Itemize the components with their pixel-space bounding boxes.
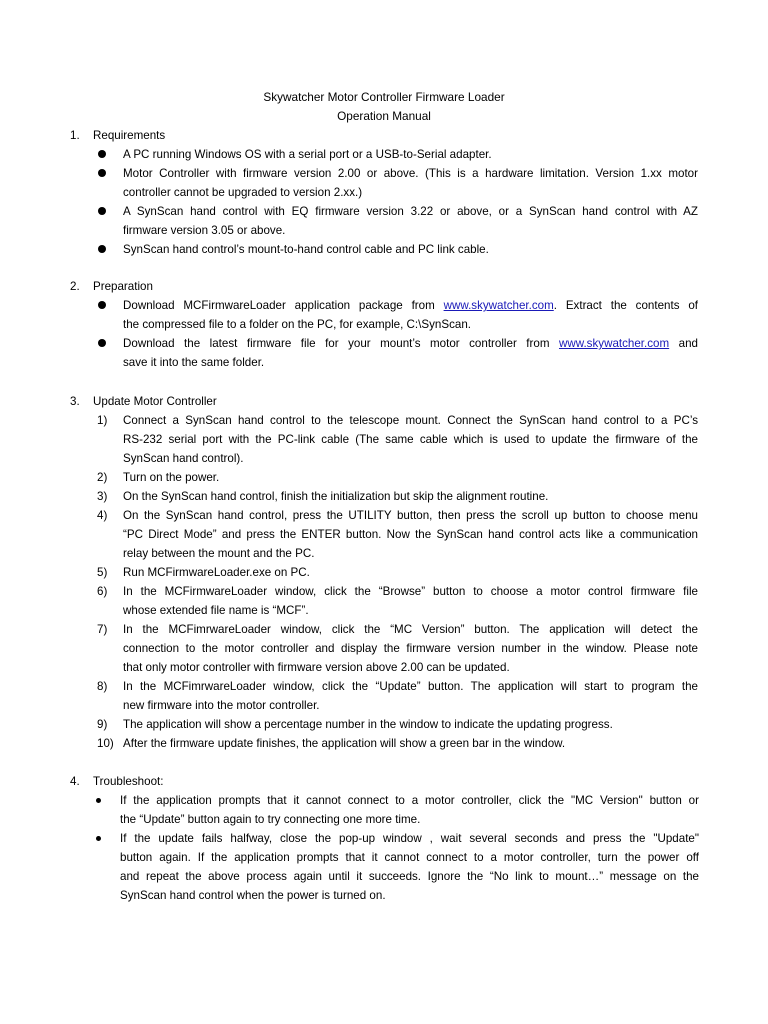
list-item: SynScan hand control’s mount-to-hand control cable and PC link cable. [123, 243, 489, 256]
section-number: 4. [70, 775, 80, 788]
section-heading: Requirements [93, 129, 166, 142]
step-number: 7) [97, 623, 108, 636]
bullet-icon [98, 301, 106, 309]
bullet-icon [96, 836, 101, 841]
list-item: A PC running Windows OS with a serial port or a USB-to-Serial adapter. [123, 148, 492, 161]
step-number: 6) [97, 585, 108, 598]
step-number: 2) [97, 471, 108, 484]
step-text: In the MCFirmwareLoader window, click the “Browse” button to choose a motor control firmware file whose extended file name is “MCF”. [123, 585, 698, 617]
list-item: Motor Controller with firmware version 2.00 or above. (This is a hardware limitation. Version 1.xx motor controller cannot be upgraded to version 2.xx.) [123, 167, 698, 199]
step-text: After the firmware update finishes, the application will show a green bar in the window. [123, 737, 566, 750]
step-number: 9) [97, 718, 108, 731]
section-heading: Preparation [93, 280, 153, 293]
bullet-icon [98, 339, 106, 347]
step-text: The application will show a percentage number in the window to indicate the updating progress. [123, 718, 613, 731]
section-number: 1. [70, 129, 80, 142]
list-item: A SynScan hand control with EQ firmware version 3.22 or above, or a SynScan hand control with AZ firmware version 3.05 or above. [123, 205, 698, 237]
section-heading: Update Motor Controller [93, 395, 217, 408]
document-subtitle: Operation Manual [337, 109, 431, 123]
step-text: On the SynScan hand control, finish the initialization but skip the alignment routine. [123, 490, 549, 503]
bullet-icon [98, 169, 106, 177]
step-text: Run MCFirmwareLoader.exe on PC. [123, 566, 310, 579]
section-number: 3. [70, 395, 80, 408]
step-number: 5) [97, 566, 108, 579]
step-text: In the MCFimrwareLoader window, click the “Update” button. The application will start to program the new firmware into the motor controller. [123, 680, 698, 712]
bullet-icon [98, 150, 106, 158]
skywatcher-link[interactable]: www.skywatcher.com [443, 299, 554, 312]
step-number: 4) [97, 509, 108, 522]
step-number: 3) [97, 490, 108, 503]
bullet-icon [98, 207, 106, 215]
list-item: If the application prompts that it cannot connect to a motor controller, click the "MC Version" button or the “Update” button again to try connecting one more time. [120, 794, 699, 826]
list-item: If the update fails halfway, close the pop-up window , wait several seconds and press the "Update" button again. If the application prompts that it cannot connect to a motor controller, turn the power off and repeat the above process again until it succeeds. Ignore the “No link to mount…” message on the SynScan hand control when the power is turned on. [120, 832, 699, 902]
step-text: Connect a SynScan hand control to the telescope mount. Connect the SynScan hand control to a PC’s RS-232 serial port with the PC-link cable (The same cable which is used to update the firmware of the SynScan hand control). [123, 414, 698, 465]
bullet-icon [98, 245, 106, 253]
step-number: 10) [97, 737, 114, 750]
step-text: In the MCFimrwareLoader window, click the “MC Version” button. The application will detect the connection to the motor controller and display the firmware version number in the window. Please note that only motor controller with firmware version above 2.00 can be updated. [123, 623, 698, 674]
document-title: Skywatcher Motor Controller Firmware Loader [263, 90, 505, 104]
list-item: Download the latest firmware file for your mount’s motor controller from www.skywatcher.com and save it into the same folder. [123, 337, 698, 369]
step-number: 1) [97, 414, 108, 427]
skywatcher-link[interactable]: www.skywatcher.com [558, 337, 670, 350]
section-heading: Troubleshoot: [93, 775, 164, 788]
step-text: Turn on the power. [123, 471, 220, 484]
step-text: On the SynScan hand control, press the UTILITY button, then press the scroll up button to choose menu “PC Direct Mode” and press the ENTER button. Now the SynScan hand control acts like a communication relay between the mount and the PC. [123, 509, 698, 560]
section-number: 2. [70, 280, 80, 293]
list-item: Download MCFirmwareLoader application package from www.skywatcher.com. Extract the contents of the compressed file to a folder on the PC, for example, C:\SynScan. [123, 299, 698, 331]
bullet-icon [96, 798, 101, 803]
step-number: 8) [97, 680, 108, 693]
